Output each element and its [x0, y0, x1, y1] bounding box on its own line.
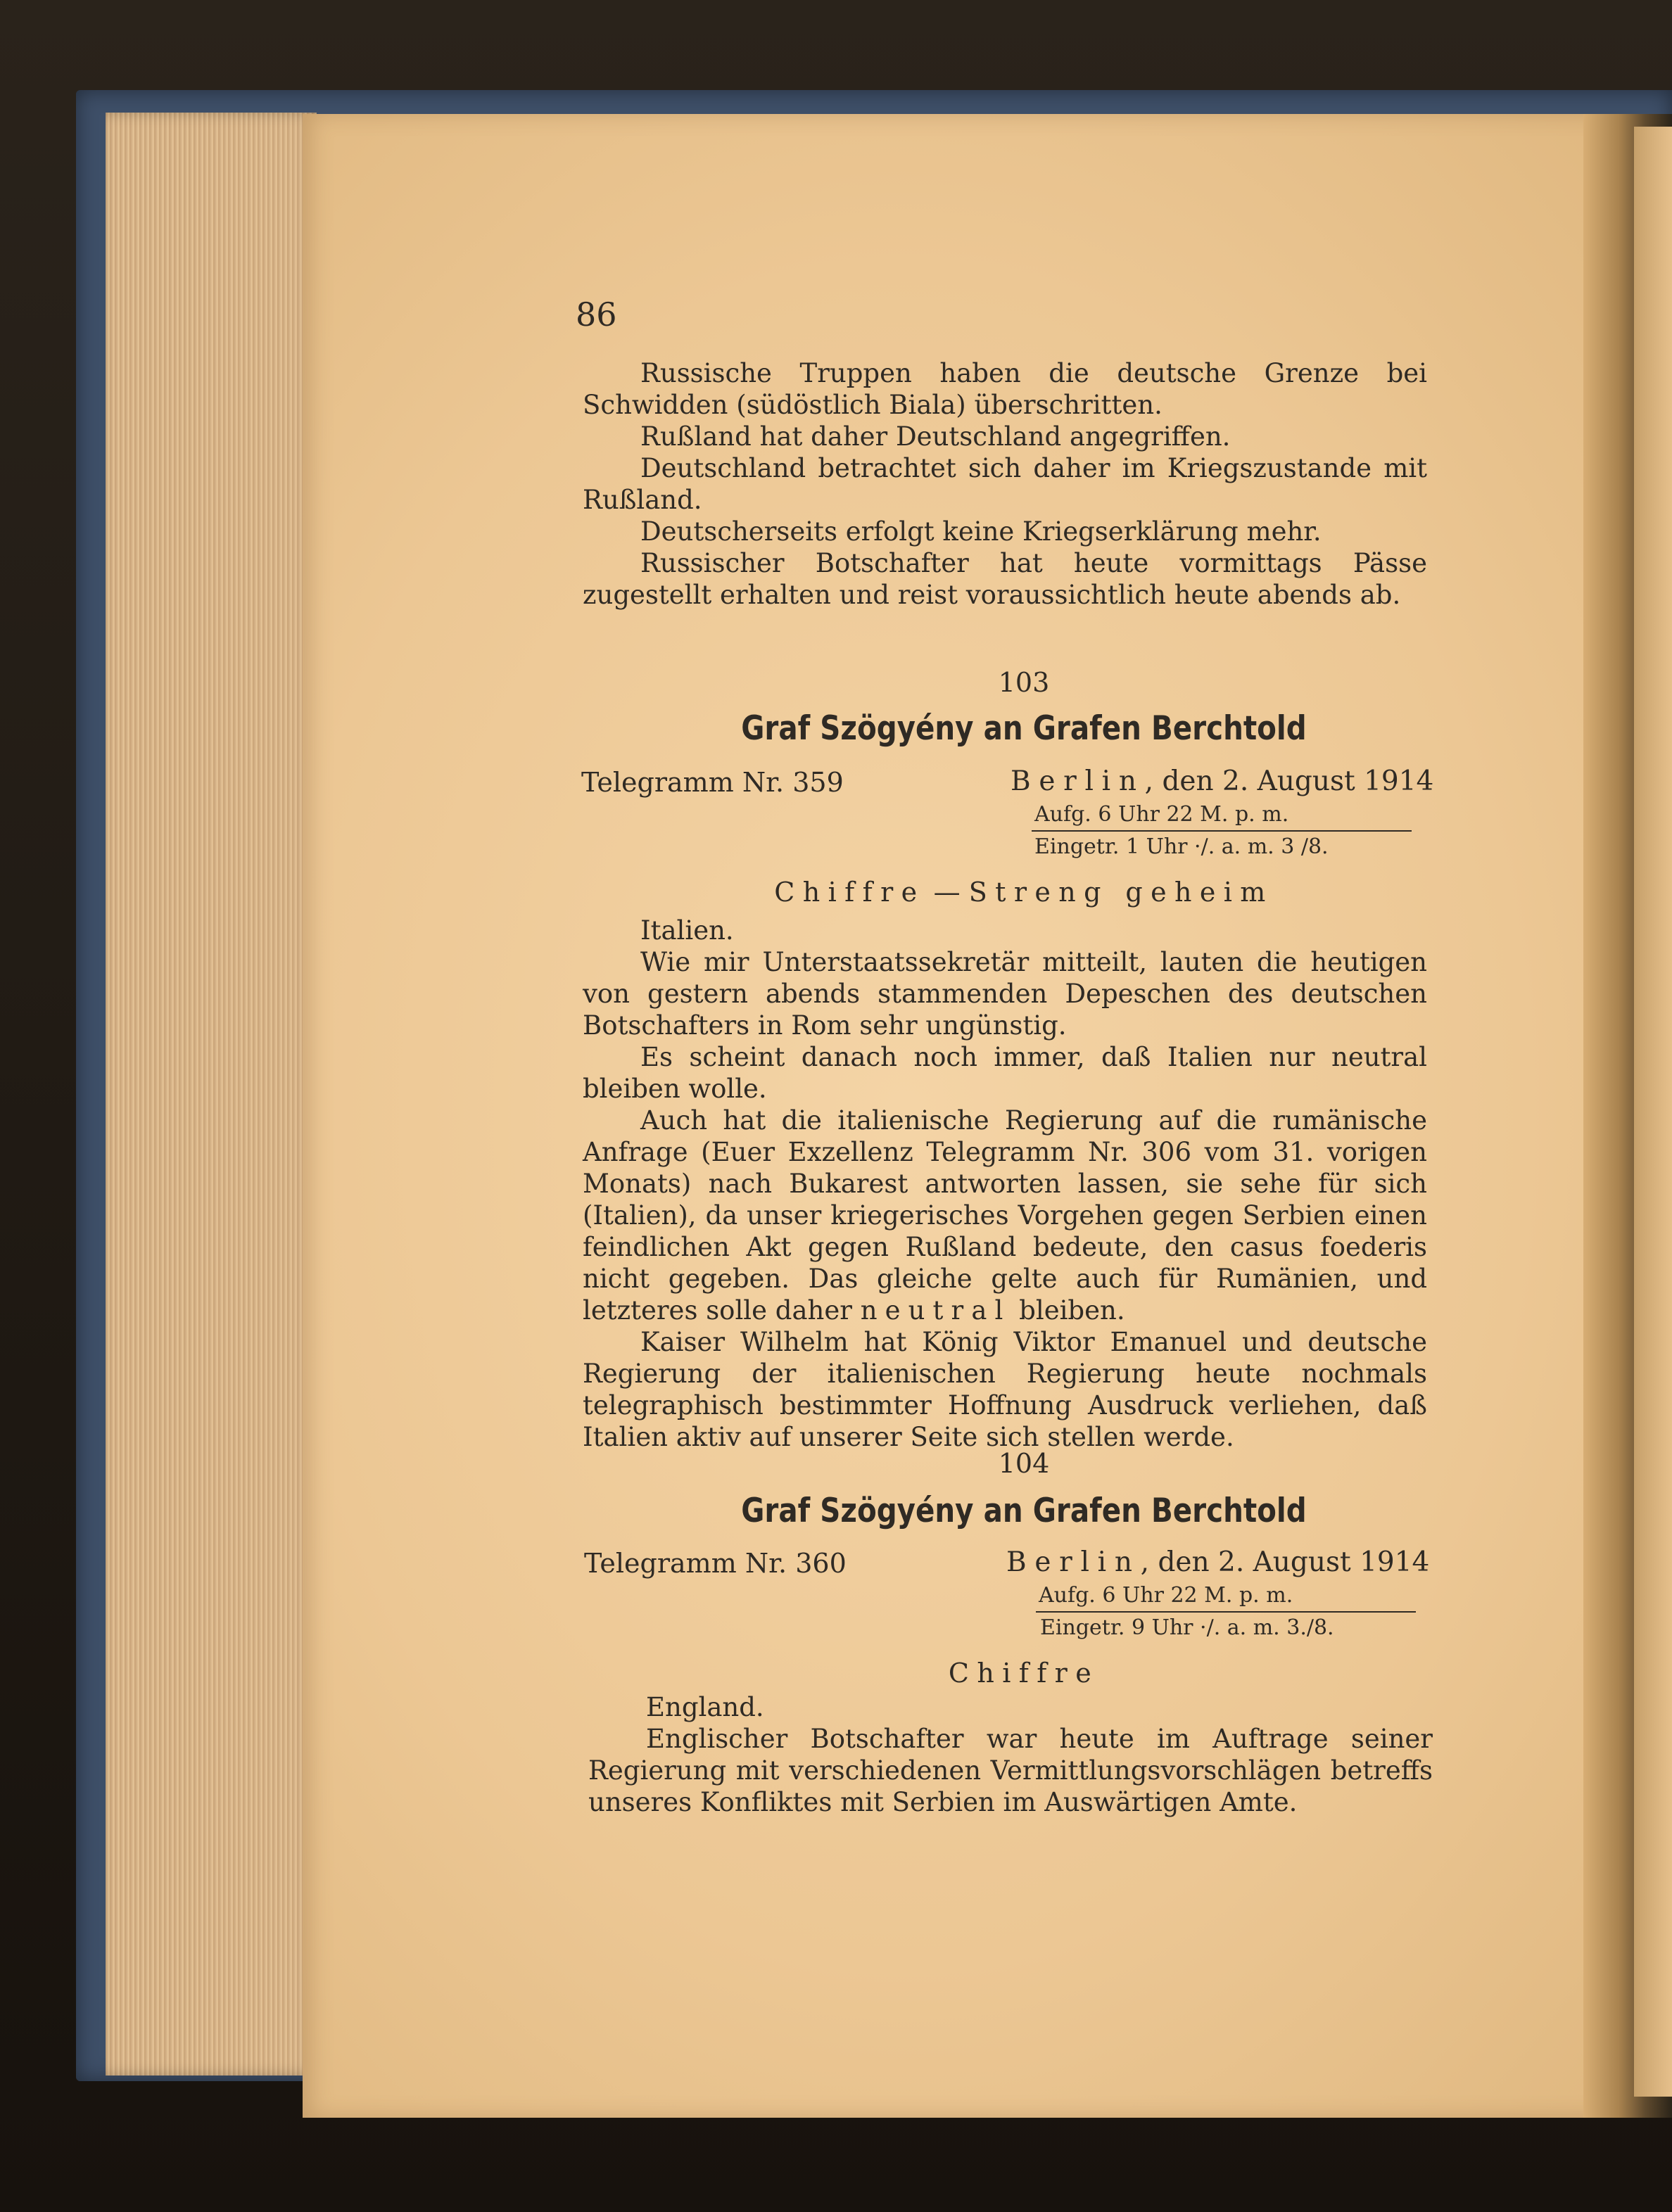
- intro-paragraph: Deutscherseits erfolgt keine Kriegserklärung mehr.: [640, 516, 1322, 547]
- doc-104-cipher-label: Chiffre: [948, 1658, 1100, 1689]
- doc-104-place: Berlin: [1006, 1546, 1141, 1578]
- doc-103-paragraph: Wie mir Unterstaatssekretär mitteilt, lauten die heutigen von gestern abends stammenden Depeschen des deutschen Botschafters in Rom sehr ungünstig.: [583, 947, 1427, 1041]
- doc-103-paragraph: [583, 1105, 1427, 1326]
- doc-103-aufg: Aufg. 6 Uhr 22 M. p. m.: [1034, 802, 1289, 827]
- doc-103-heading: Graf Szögyény an Grafen Berchtold: [741, 709, 1307, 748]
- doc-103-body: [583, 915, 1427, 1453]
- doc-103-paragraph-text: Auch hat die italienische Regierung auf die rumänische Anfrage (Euer Exzellenz Telegramm Nr. 306 vom 31. vorigen Monats) nach Bukarest antworten lassen, sie sehe für sich (Italien), da unser kriegerisches Vorgehen gegen Serbien einen feindlichen Akt gegen Rußland bedeute, den casus foederis nicht gegeben. Das gleiche gelte auch für Rumänien, und letzteres solle daher: [583, 1105, 1427, 1326]
- doc-104-heading: Graf Szögyény an Grafen Berchtold: [741, 1492, 1307, 1530]
- doc-104-date: , den 2. August 1914: [1140, 1546, 1430, 1578]
- intro-paragraph: Deutschland betrachtet sich daher im Kriegszustande mit Rußland.: [583, 453, 1427, 515]
- doc-103-emphasis: neutral: [860, 1295, 1011, 1326]
- intro-paragraph: Russische Truppen haben die deutsche Grenze bei Schwidden (südöstlich Biala) überschritten.: [583, 358, 1427, 420]
- doc-103-cipher-dash: —: [925, 877, 969, 908]
- doc-103-paragraph: Es scheint danach noch immer, daß Italien nur neutral bleiben wolle.: [583, 1042, 1427, 1104]
- doc-103-paragraph: Italien.: [640, 915, 734, 946]
- doc-103-dateline: [1011, 765, 1433, 797]
- doc-103-cipher-b: Streng geheim: [968, 877, 1274, 908]
- doc-104-aufg: Aufg. 6 Uhr 22 M. p. m.: [1039, 1583, 1293, 1608]
- doc-104-dateline: [1006, 1546, 1429, 1578]
- doc-103-rule: [1032, 830, 1412, 832]
- doc-104-telegram: Telegramm Nr. 360: [584, 1548, 847, 1579]
- doc-103-cipher: [584, 877, 1464, 908]
- doc-103-cipher-a: Chiffre: [774, 877, 925, 908]
- doc-103-paragraph-end: bleiben.: [1011, 1295, 1125, 1326]
- doc-103-date: , den 2. August 1914: [1144, 765, 1434, 797]
- intro-text: [583, 357, 1427, 611]
- facing-page-edge: [1634, 127, 1672, 2097]
- doc-103-paragraph: Kaiser Wilhelm hat König Viktor Emanuel und deutsche Regierung der italienischen Regierung heute nochmals telegraphisch bestimmter Hoffnung Ausdruck verliehen, daß Italien aktiv auf unserer Seite sich stellen werde.: [583, 1327, 1427, 1452]
- doc-104-rule: [1036, 1611, 1416, 1613]
- doc-104-body: [588, 1691, 1433, 1818]
- doc-103-number: 103: [998, 667, 1050, 698]
- doc-103-eingetr: Eingetr. 1 Uhr ·/. a. m. 3 /8.: [1034, 834, 1329, 859]
- doc-104-eingetr: Eingetr. 9 Uhr ·/. a. m. 3./8.: [1040, 1615, 1334, 1640]
- page-number: 86: [576, 295, 617, 333]
- doc-103-place: Berlin: [1011, 765, 1145, 797]
- intro-paragraph: Rußland hat daher Deutschland angegriffen.: [640, 421, 1231, 452]
- doc-103-telegram: Telegramm Nr. 359: [581, 767, 844, 798]
- doc-104-number: 104: [998, 1448, 1050, 1479]
- doc-104-paragraph: Englischer Botschafter war heute im Auftrage seiner Regierung mit verschiedenen Vermittlungsvorschlägen betreffs unseres Konfliktes mit Serbien im Auswärtigen Amte.: [588, 1724, 1433, 1817]
- doc-104-cipher: [584, 1658, 1464, 1689]
- intro-paragraph: Russischer Botschafter hat heute vormittags Pässe zugestellt erhalten und reist voraussichtlich heute abends ab.: [583, 548, 1427, 610]
- doc-104-paragraph: England.: [646, 1692, 764, 1722]
- page-edges: [106, 113, 317, 2076]
